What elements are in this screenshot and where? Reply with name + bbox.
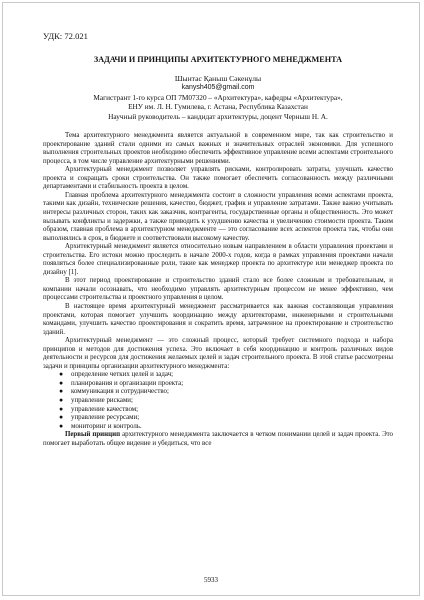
paragraph-2: Архитектурный менеджмент позволяет управлять рисками, контролировать затраты, улучшать качество проекта и сокращать сроки строительства. Он также помогает обеспечить согласованность между различными департаментами и стабильность проекта в целом.	[43, 166, 393, 191]
list-item: ● планирования и организации проекта;	[59, 379, 184, 387]
page-frame	[2, 2, 420, 596]
bullet-icon: ●	[59, 379, 64, 387]
bullet-icon: ●	[59, 422, 64, 430]
scientific-supervisor: Научный руководитель – кандидат архитектуры, доцент Черныш Н. А.	[108, 111, 328, 121]
author-name: Шынтас Қаныш Сәкенұлы	[174, 74, 262, 83]
paragraph-8-text: архитектурного менеджмента заключается в четком понимании целей и задач проекта. Это помогает выработать общее видение и убедиться, что все	[43, 431, 393, 447]
list-item: ● управление ресурсами;	[59, 414, 140, 422]
udk-code: УДК: 72.021	[43, 31, 88, 41]
article-body	[43, 132, 393, 448]
bullet-icon: ●	[59, 371, 64, 379]
author-email: kanysh405@gmail.com	[181, 84, 255, 92]
paragraph-5: В этот период проектирование и строительство зданий стало все более сложным и требовательным, и компании начали осознавать, что необходимо управлять архитектурным процессом не менее эффективно, чем процессами строительства и проектного управления в целом.	[43, 277, 393, 302]
bullet-icon: ●	[59, 405, 64, 413]
author-affiliation-1: Магистрант 1-го курса ОП 7М07320 – «Архитектура», кафедры «Архитектура»,	[93, 92, 343, 102]
list-item: ● мониторинг и контроль.	[59, 422, 142, 430]
bullet-icon: ●	[59, 396, 64, 404]
paragraph-1: Тема архитектурного менеджмента является актуальной в современном мире, так как строительство и проектирование зданий стали одними из самых важных и значительных отраслей экономики. Для успешного выполнения строительных проектов необходимо обеспечить эффективное управление всеми аспектами строительного процесса, в том числе управление архитектурными решениями.	[43, 132, 393, 165]
author-affiliation-2: ЕНУ им. Л. Н. Гумилева, г. Астана, Республика Казахстан	[128, 102, 308, 112]
bullet-icon: ●	[59, 414, 64, 422]
list-item: ● управление качеством;	[59, 405, 139, 413]
paragraph-6: В настоящее время архитектурный менеджмент рассматривается как важная составляющая управления проектами, которая помогает улучшить координацию между архитекторами, инженерными и строительными командами, улучшить качество проектирования и сократить время, затраченное на проектирование и строительство зданий.	[43, 302, 393, 336]
paragraph-8	[43, 431, 393, 448]
author-block	[43, 74, 393, 121]
paper-page	[43, 17, 393, 448]
paragraph-3: Главная проблема архитектурного менеджмента состоит в сложности управления всеми аспектами проекта, такими как дизайн, технические решения, качество, бюджет, график и управление затратами. Также важно учитывать интересы различных сторон, таких как заказчик, контрагенты, государственные органы и общественность. Это может вызывать конфликты и задержки, а также приводить к ухудшению качества и увеличению стоимости проекта. Таким образом, главная проблема в архитектурном менеджменте — это согласование всех аспектов проекта так, чтобы они выполнялись в срок, в бюджете и соответствовали высокому качеству.	[43, 191, 393, 242]
article-title: ЗАДАЧИ И ПРИНЦИПЫ АРХИТЕКТУРНОГО МЕНЕДЖМЕНТА	[93, 55, 343, 64]
list-item: ● определение четких целей и задач;	[59, 371, 174, 379]
first-principle-label: Первый принцип	[65, 431, 121, 439]
paragraph-7: Архитектурный менеджмент — это сложный процесс, который требует системного подхода и набора принципов и методов для достижения успеха. Это включает в себя координацию и контроль различных видов деятельности и ресурсов для достижения желаемых целей и задач строительного проекта. В этой статье рассмотрены задачи и принципы организации архитектурного менеджмента:	[43, 337, 393, 370]
list-item: ● коммуникация и сотрудничество;	[59, 388, 169, 396]
paragraph-4: Архитектурный менеджмент является относительно новым направлением в области управления проектами и строительства. Его истоки можно проследить в начале 2000-х годов, когда в рамках управления проектами начали появляться более специализированные роли, такие как менеджер проекта по архитектуре или менеджер проекта по дизайну [1].	[43, 243, 393, 276]
principles-list	[43, 371, 393, 431]
list-item: ● управление рисками;	[59, 396, 133, 404]
bullet-icon: ●	[59, 388, 64, 396]
page-number: 5933	[204, 576, 218, 584]
